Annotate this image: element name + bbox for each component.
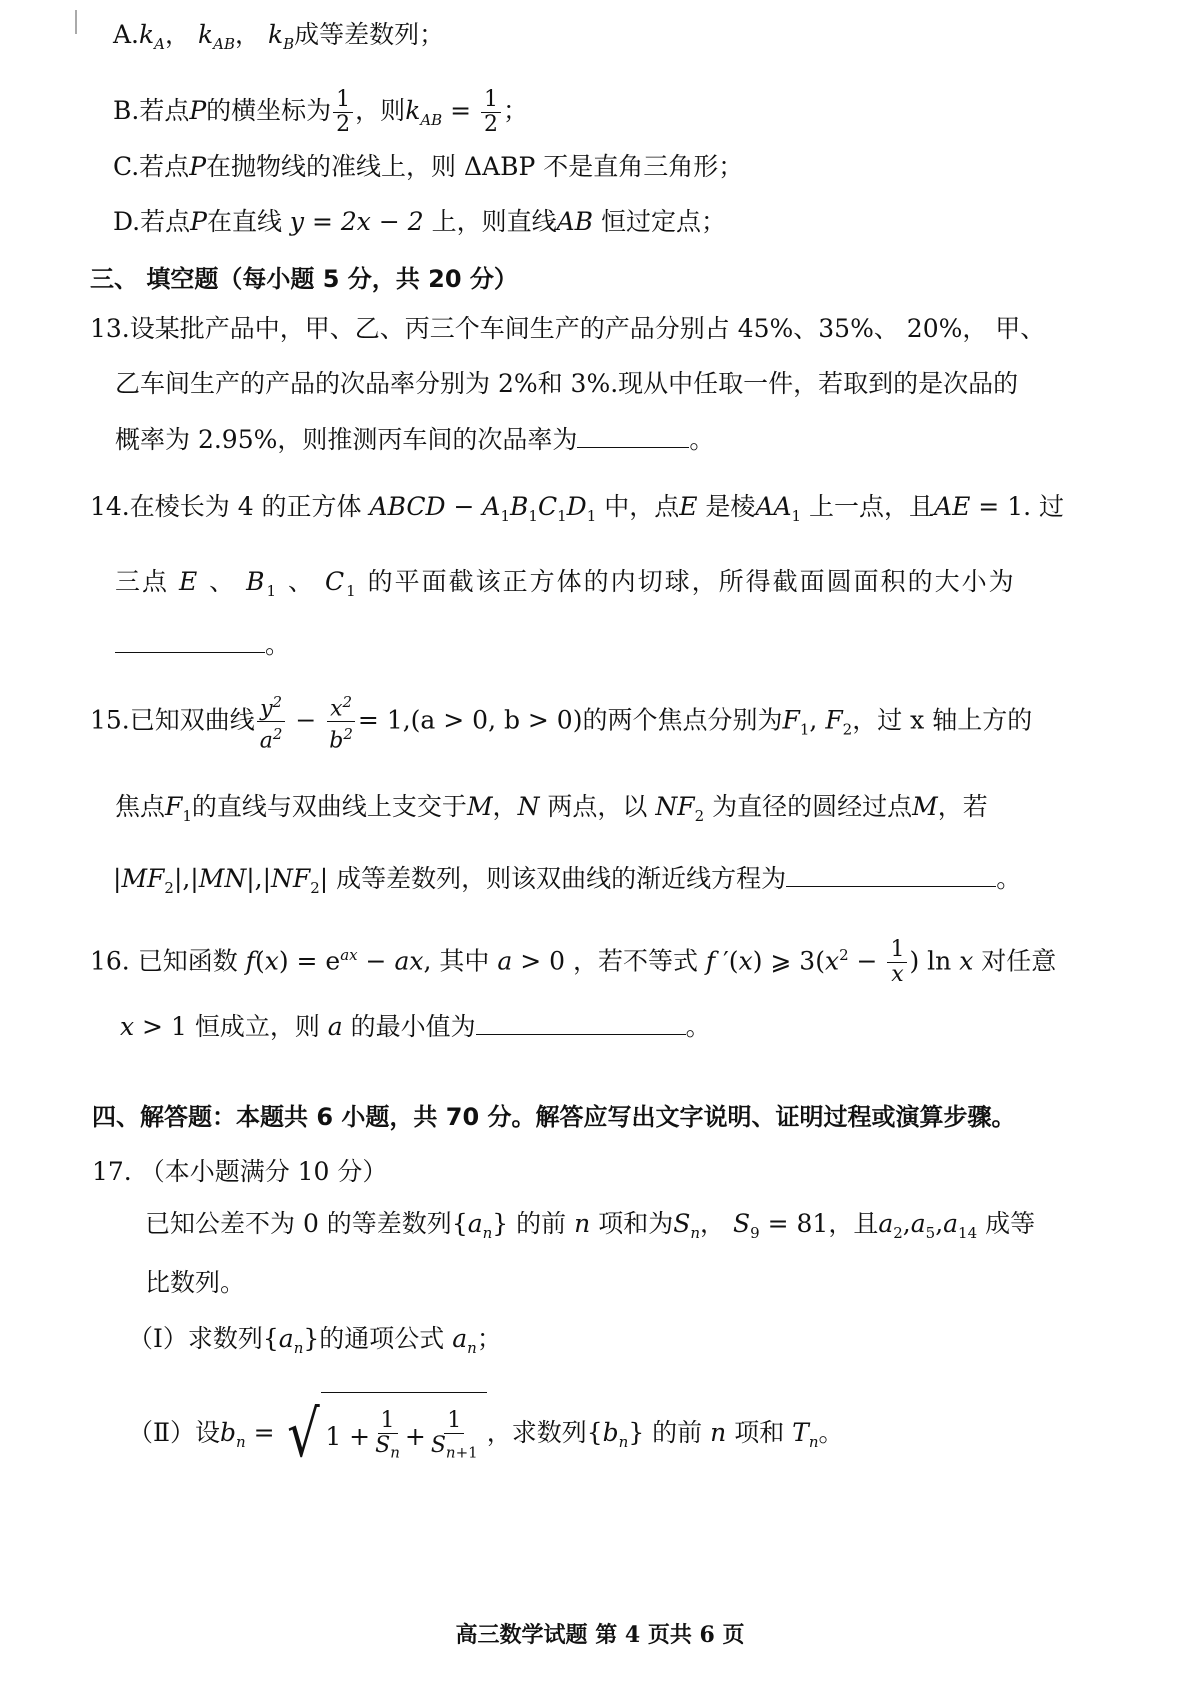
section-4-title: 四、解答题：本题共 6 小题，共 70 分。解答应写出文字说明、证明过程或演算步骤。 [92, 1103, 1016, 1131]
option-c: C.若点P在抛物线的准线上，则 ΔABP 不是直角三角形； [113, 152, 744, 181]
page-footer: 高三数学试题 第 4 页共 6 页 [455, 1622, 745, 1648]
scan-mark [75, 10, 77, 34]
q13-line1: 13.设某批产品中，甲、乙、丙三个车间生产的产品分别占 45%、35%、 20%， 甲、 [90, 314, 1046, 343]
q16-line1: 16. 已知函数 $f(x) = e^{ax}$ − ax, 其中 a > 0 ，若不等式 f ′(x) ⩾ $3(x^2$ − $\frac{1}{x}$ ) ln x 对任意 [90, 937, 1057, 988]
q17-line2: 比数列。 [145, 1268, 246, 1297]
q15-line1: 15.已知双曲线 $\frac{y^2}{a^2}$ − $\frac{x^2}{b^2}$ = 1,(a > 0, b > 0)的两个焦点分别为$F_1$, $F_2$，过 x 轴上方的 [90, 690, 1032, 759]
q17-part2: （Ⅱ）设$b_n$ = √ 1 + $\frac{1}{S_n}$ + $\frac{1}{S_{n+1}}$ ，求数列$\{b_n\}$ 的前 n 项和 $T_n$。 [128, 1392, 844, 1482]
q14-line2: 三点 E 、 $B_1$ 、 $C_1$ 的平面截该正方体的内切球，所得截面圆面积的大小为 [115, 567, 1016, 600]
option-a: $A.k_A$， $k_{AB}$， $k_B$成等差数列； [113, 20, 445, 53]
q13-line3: 概率为 2.95%，则推测丙车间的次品率为 。 [115, 425, 715, 454]
option-b: B.若点P的横坐标为 $\frac{1}{2}$ ，则$k_{AB}$ = $\frac{1}{2}$ ； [113, 87, 529, 137]
answer-blank [786, 862, 996, 887]
answer-blank [115, 628, 265, 653]
answer-blank [476, 1010, 686, 1035]
option-d: D.若点P在直线 y = 2x − 2 上，则直线AB 恒过定点； [113, 207, 726, 236]
q17-line1: 已知公差不为 0 的等差数列$\{a_n\}$ 的前 n 项和为$S_n$， $S_9 = 81$，且$a_2,a_5,a_{14}$ 成等 [145, 1209, 1036, 1242]
q17-header: 17. （本小题满分 10 分） [92, 1157, 388, 1186]
answer-blank [577, 423, 689, 448]
q14-line3: 。 [115, 628, 290, 662]
q17-part1: （Ⅰ）求数列$\{a_n\}$的通项公式 $a_n$； [128, 1324, 502, 1357]
q15-line2: 焦点$F_1$的直线与双曲线上支交于M，N 两点，以 $NF_2$ 为直径的圆经过点M，若 [115, 792, 988, 825]
q15-line3: $|MF_2|,|MN|,|NF_2|$ 成等差数列，则该双曲线的渐近线方程为 。 [113, 864, 1022, 897]
q16-line2: x > 1 恒成立，则 a 的最小值为 。 [120, 1012, 711, 1041]
section-3-title: 三、 填空题（每小题 5 分，共 20 分） [90, 265, 518, 293]
q13-line2: 乙车间生产的产品的次品率分别为 2%和 3%.现从中任取一件，若取到的是次品的 [115, 369, 1019, 398]
q14-line1: 14.在棱长为 4 的正方体 ABCD − $A_1B_1C_1D_1$ 中，点E 是棱$AA_1$ 上一点，且AE = 1. 过 [90, 492, 1065, 525]
